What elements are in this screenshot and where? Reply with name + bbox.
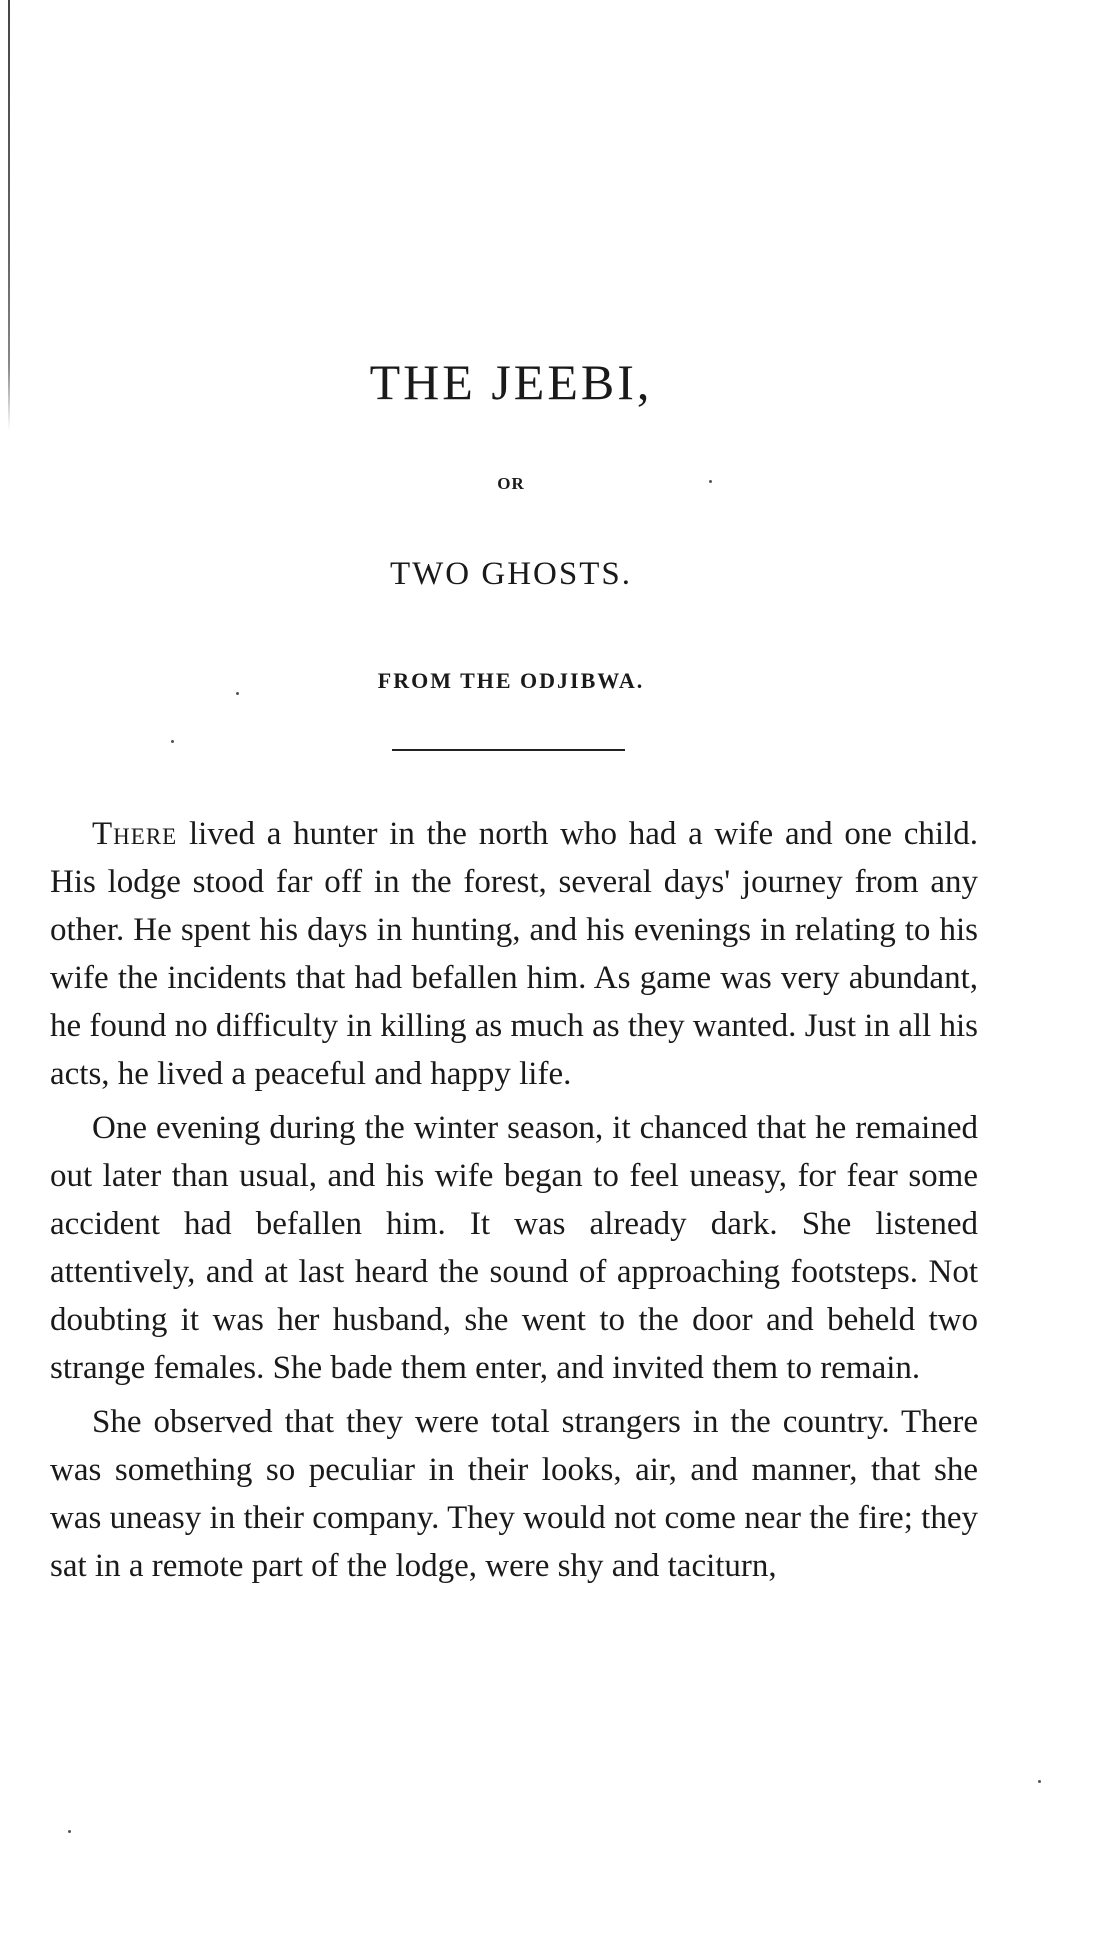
paragraph (50, 1104, 978, 1392)
ink-speck (1038, 1780, 1041, 1783)
ink-speck (68, 1830, 71, 1833)
paragraph-text: One evening during the winter season, it chanced that he remained out later than usual, and his wife began to feel uneasy, for fear some accident had befallen him. It was already dark. She listened attentively, and at last heard the sound of approaching footsteps. Not doubting it was her husband, she went to the door and beheld two strange females. She bade them enter, and invited them to remain. (50, 1110, 978, 1386)
opening-word: There (92, 816, 178, 852)
page-title: THE JEEBI, (369, 354, 653, 410)
or-label: OR (497, 474, 525, 493)
story-body (50, 810, 978, 1596)
paragraph (50, 810, 978, 1098)
paragraph (50, 1398, 978, 1590)
source-line: FROM THE ODJIBWA. (377, 668, 645, 693)
ink-speck (171, 740, 174, 743)
subtitle: TWO GHOSTS. (390, 556, 632, 592)
paragraph-text: She observed that they were total strangers in the country. There was something so peculiar in their looks, air, and manner, that she was uneasy in their company. They would not come near the fire; they sat in a remote part of the lodge, were shy and taciturn, (50, 1404, 978, 1584)
paragraph-text: lived a hunter in the north who had a wife and one child. His lodge stood far off in the forest, several days' journey from any other. He spent his days in hunting, and his evenings in relating to his wife the incidents that had befallen him. As game was very abundant, he found no difficulty in killing as much as they wanted. Just in all his acts, he lived a peaceful and happy life. (50, 816, 978, 1092)
title-rule (392, 749, 625, 751)
